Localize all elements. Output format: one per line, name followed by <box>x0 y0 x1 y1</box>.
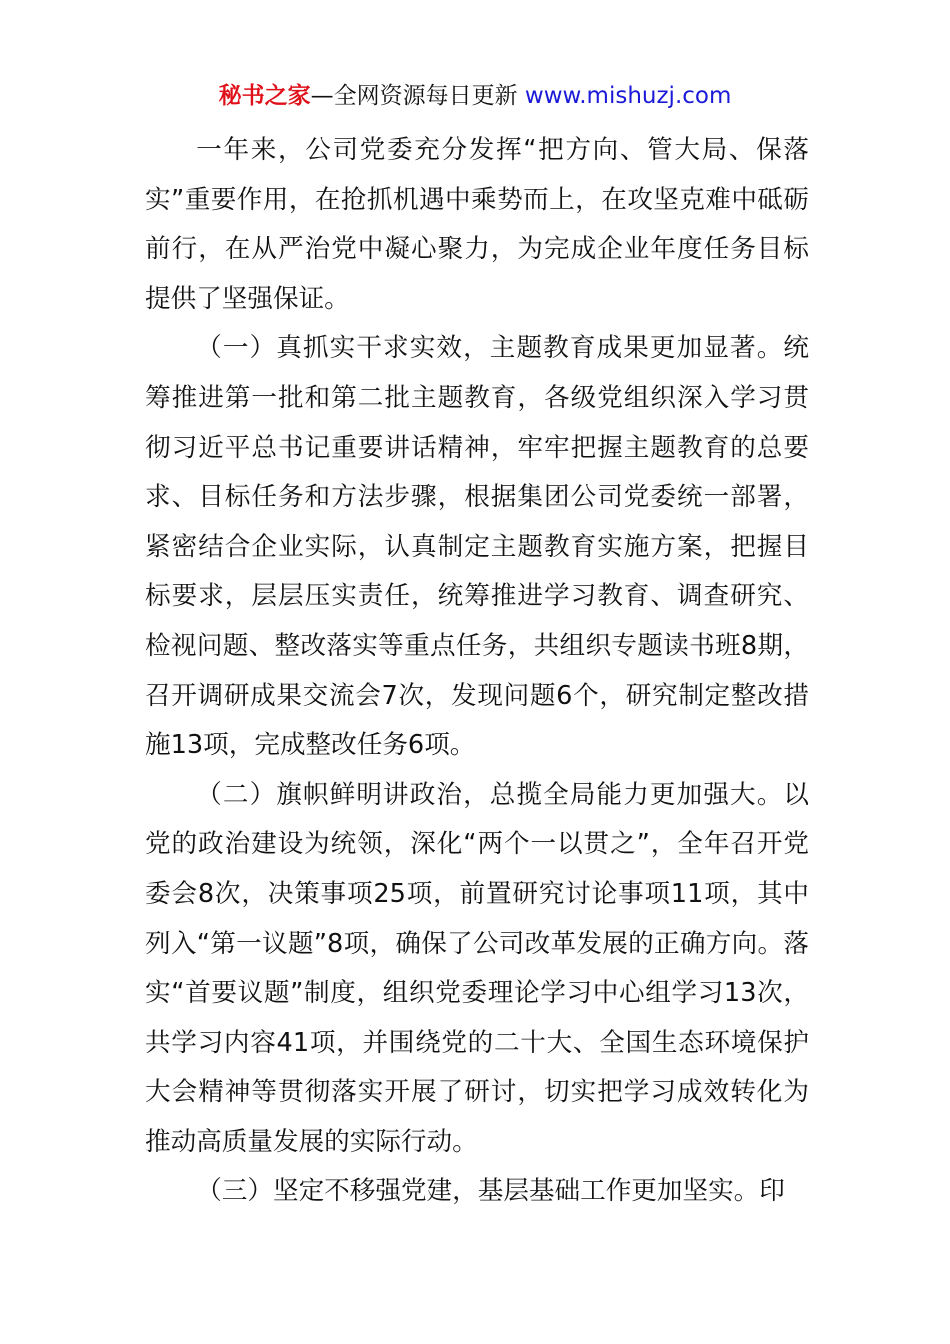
header-brand: 秘书之家 <box>218 83 311 109</box>
paragraph-intro: 一年来，公司党委充分发挥“把方向、管大局、保落实”重要作用，在抢抓机遇中乘势而上，在攻坚克难中砥砺前行，在从严治党中凝心聚力，为完成企业年度任务目标提供了坚强保证。 <box>145 135 809 314</box>
paragraph-section-2: （二）旗帜鲜明讲政治，总揽全局能力更加强大。以党的政治建设为统领，深化“两个一以贯之”，全年召开党委会8次，决策事项25项，前置研究讨论事项11项，其中列入“第一议题”8项，确保了公司改革发展的正确方向。落实“首要议题”制度，组织党委理论学习中心组学习13次，共学习内容41项，并围绕党的二十大、全国生态环境保护大会精神等贯彻落实开展了研讨，切实把学习成效转化为推动高质量发展的实际行动。 <box>145 779 809 1157</box>
paragraph-section-1: （一）真抓实干求实效，主题教育成果更加显著。统筹推进第一批和第二批主题教育，各级党组织深入学习贯彻习近平总书记重要讲话精神，牢牢把握主题教育的总要求、目标任务和方法步骤，根据集团公司党委统一部署，紧密结合企业实际，认真制定主题教育实施方案，把握目标要求，层层压实责任，统筹推进学习教育、调查研究、检视问题、整改落实等重点任务，共组织专题读书班8期，召开调研成果交流会7次，发现问题6个，研究制定整改措施13项，完成整改任务6项。 <box>145 333 809 761</box>
header-tagline: —全网资源每日更新 <box>310 83 518 109</box>
document-body <box>145 126 809 1217</box>
header-site-link[interactable]: www.mishuzj.com <box>524 83 732 109</box>
page-header <box>0 79 950 113</box>
paragraph-section-3: （三）坚定不移强党建，基层基础工作更加坚实。印 <box>196 1176 785 1207</box>
